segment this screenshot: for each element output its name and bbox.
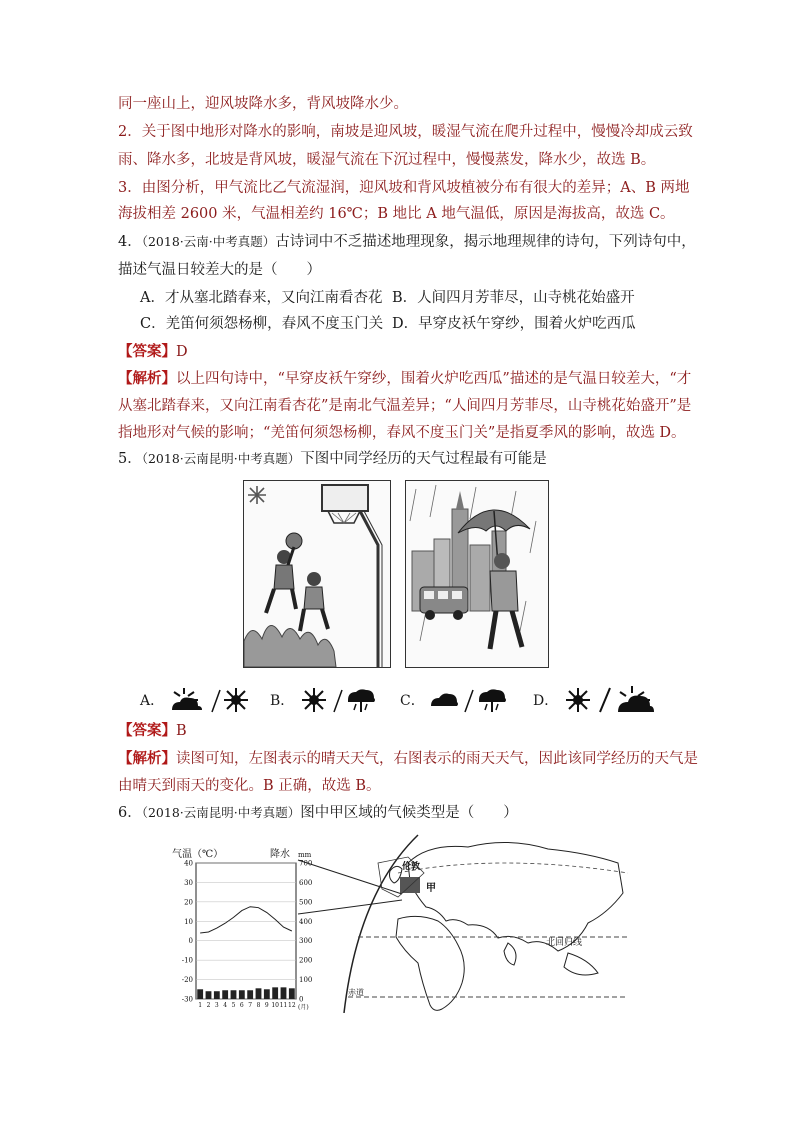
q6-number: 6． xyxy=(118,805,142,821)
q4-analysis-line-3: 指地形对气候的影响；“羌笛何须怨杨柳，春风不度玉门关”是指夏季风的影响，故选 D。 xyxy=(118,425,686,441)
slash-divider xyxy=(600,688,610,712)
analysis-tag: 【解析】 xyxy=(118,750,176,767)
precipitation-tick-label: 500 xyxy=(299,898,313,907)
q5-number: 5． xyxy=(118,451,142,467)
precip-axis-label: 降水 xyxy=(270,849,290,860)
precipitation-tick-label: 600 xyxy=(299,878,313,887)
precipitation-tick-label: 100 xyxy=(299,976,313,985)
temperature-tick-label: 30 xyxy=(184,878,193,887)
precipitation-bar xyxy=(231,990,237,999)
q5-option-a xyxy=(140,686,250,714)
q5-answer xyxy=(118,721,187,741)
temp-axis-label: 气温（℃） xyxy=(172,849,224,860)
analysis-tag: 【解析】 xyxy=(118,370,176,387)
temperature-tick-label: -30 xyxy=(181,995,193,1004)
cloudy-sun-icon xyxy=(618,686,654,712)
answer-tag: 【答案】 xyxy=(118,722,176,739)
sun-icon xyxy=(302,688,326,712)
q4-stem-line-2: 描述气温日较差大的是（ ） xyxy=(118,262,321,278)
analysis-line-1: 同一座山上，迎风坡降水多，背风坡降水少。 xyxy=(118,96,408,112)
month-ticks xyxy=(198,1002,296,1009)
q4-stem-line-1 xyxy=(118,232,696,252)
month-tick-label: 5 xyxy=(231,1002,236,1009)
chart-to-map-connector xyxy=(296,858,406,918)
cloudy-sun-icon xyxy=(172,688,202,710)
q4-options-row-2 xyxy=(140,314,636,334)
q4-analysis-text-1: 以上四句诗中，“早穿皮袄午穿纱，围着火炉吃西瓜”描述的是气温日较差大，“才 xyxy=(176,371,692,387)
q5-options-row xyxy=(140,686,660,714)
q5-analysis-line-1 xyxy=(118,749,698,769)
precip-unit-label: mm xyxy=(298,851,312,859)
precipitation-bar xyxy=(281,987,287,999)
temperature-tick-label: 10 xyxy=(184,917,193,926)
precipitation-bar xyxy=(222,990,228,999)
precipitation-tick-label: 300 xyxy=(299,937,313,946)
answer-value: B xyxy=(176,723,187,739)
q4-option-a: A．才从塞北踏春来，又向江南看杏花 xyxy=(140,290,383,306)
temperature-tick-label: -10 xyxy=(181,956,193,965)
q4-stem-part-1: 古诗词中不乏描述地理现象，揭示地理规律的诗句，下列诗句中， xyxy=(275,234,696,250)
q4-source: （2018·云南·中考真题） xyxy=(141,234,276,249)
temperature-tick-label: -20 xyxy=(181,976,193,985)
rain-icon xyxy=(479,689,506,712)
q5-stem-text: 下图中同学经历的天气过程最有可能是 xyxy=(300,451,547,467)
equator-label: 赤道 xyxy=(348,988,364,997)
precipitation-bar xyxy=(197,989,203,999)
tropic-label: 北回归线 xyxy=(546,938,583,948)
month-tick-label: 4 xyxy=(223,1002,228,1009)
temperature-tick-label: 0 xyxy=(188,937,193,946)
q6-stem xyxy=(118,803,518,823)
southeast-asia-outline xyxy=(564,953,598,975)
city-label: 伦敦 xyxy=(402,862,421,872)
q4-analysis-line-1 xyxy=(118,369,691,389)
precipitation-bar xyxy=(289,988,295,999)
precipitation-bar xyxy=(247,990,253,999)
month-tick-label: 10 xyxy=(271,1002,279,1009)
option-label: A． xyxy=(140,693,165,709)
cloud-icon xyxy=(431,694,458,707)
answer-tag: 【答案】 xyxy=(118,343,176,360)
slash-divider xyxy=(212,690,220,712)
option-label: B． xyxy=(270,693,295,709)
q5-analysis-text-1: 读图可知，左图表示的晴天天气，右图表示的雨天天气，因此该同学经历的天气是 xyxy=(176,751,698,767)
sunny-basketball-picture xyxy=(243,480,391,668)
answer-value: D xyxy=(176,344,188,360)
q5-analysis-line-2: 由晴天到雨天的变化。B 正确，故选 B。 xyxy=(118,778,381,794)
rainy-umbrella-picture xyxy=(405,480,549,668)
q4-number: 4． xyxy=(118,234,142,250)
precipitation-bar xyxy=(264,989,270,999)
analysis-line-3: 雨、降水多，北坡是背风坡，暖湿气流在下沉过程中，慢慢蒸发，降水少，故选 B。 xyxy=(118,152,656,168)
analysis-line-2: 2．关于图中地形对降水的影响，南坡是迎风坡，暖湿气流在爬升过程中，慢慢冷却成云致 xyxy=(118,124,693,140)
option-label: C． xyxy=(400,693,425,709)
slash-divider xyxy=(465,690,473,712)
option-b-symbols xyxy=(300,686,380,714)
month-tick-label: 3 xyxy=(214,1002,219,1009)
option-d-symbols xyxy=(564,686,660,714)
q5-option-d xyxy=(533,686,660,714)
precipitation-bar xyxy=(239,990,245,999)
month-tick-label: 11 xyxy=(279,1002,288,1009)
q4-options-row-1 xyxy=(140,288,635,308)
sun-icon xyxy=(566,688,590,712)
q4-answer xyxy=(118,342,188,362)
precipitation-tick-label: 200 xyxy=(299,956,313,965)
rainy-scene-svg xyxy=(406,481,548,667)
q5-stem xyxy=(118,449,547,469)
temperature-ticks xyxy=(182,860,193,1004)
month-tick-label: 6 xyxy=(239,1002,244,1009)
month-tick-label: 1 xyxy=(198,1002,203,1009)
rain-icon xyxy=(348,689,375,712)
precipitation-tick-label: 400 xyxy=(299,917,313,926)
q5-source: （2018·云南昆明·中考真题） xyxy=(141,451,301,466)
month-tick-label: 2 xyxy=(206,1002,211,1009)
month-tick-label: 9 xyxy=(264,1002,269,1009)
sun-icon xyxy=(248,486,266,504)
precipitation-bar xyxy=(256,988,262,999)
option-a-symbols xyxy=(170,686,250,714)
q4-option-b: B．人间四月芳菲尽，山寺桃花始盛开 xyxy=(392,290,635,306)
precipitation-bar xyxy=(272,987,278,999)
q5-option-c xyxy=(400,686,511,714)
sunny-scene-svg xyxy=(244,481,390,667)
region-label: 甲 xyxy=(426,883,436,894)
month-tick-label: 12 xyxy=(288,1002,296,1009)
q6-stem-text: 图中甲区域的气候类型是（ ） xyxy=(300,805,518,821)
precipitation-tick-label: 700 xyxy=(299,859,313,868)
option-c-symbols xyxy=(431,686,511,714)
analysis-line-4: 3．由图分析，甲气流比乙气流湿润，迎风坡和背风坡植被分布有很大的差异；A、B 两地 xyxy=(118,180,690,196)
month-tick-label: 8 xyxy=(256,1002,261,1009)
analysis-line-5: 海拔相差 2600 米，气温相差约 16℃；B 地比 A 地气温低，原因是海拔高，故选 C。 xyxy=(118,206,675,222)
precipitation-bar xyxy=(206,991,212,999)
option-label: D． xyxy=(533,693,559,709)
month-tick-label: 7 xyxy=(248,1002,253,1009)
india-outline xyxy=(504,943,516,965)
sun-icon xyxy=(224,688,248,712)
q4-analysis-line-2: 从塞北踏春来，又向江南看杏花”是南北气温差异；“人间四月芳菲尽，山寺桃花始盛开”是 xyxy=(118,398,692,414)
slash-divider xyxy=(334,690,342,712)
q6-source: （2018·云南昆明·中考真题） xyxy=(141,805,301,820)
temperature-tick-label: 20 xyxy=(184,898,193,907)
q4-option-d: D．早穿皮袄午穿纱，围着火炉吃西瓜 xyxy=(392,316,636,332)
precipitation-bar xyxy=(214,991,220,999)
month-unit-label: (月) xyxy=(298,1004,309,1011)
q5-option-b xyxy=(270,686,380,714)
africa-outline xyxy=(396,916,464,1010)
temperature-tick-label: 40 xyxy=(184,859,193,868)
precipitation-tick-label: 0 xyxy=(299,995,304,1004)
q4-option-c: C．羌笛何须怨杨柳，春风不度玉门关 xyxy=(140,316,384,332)
